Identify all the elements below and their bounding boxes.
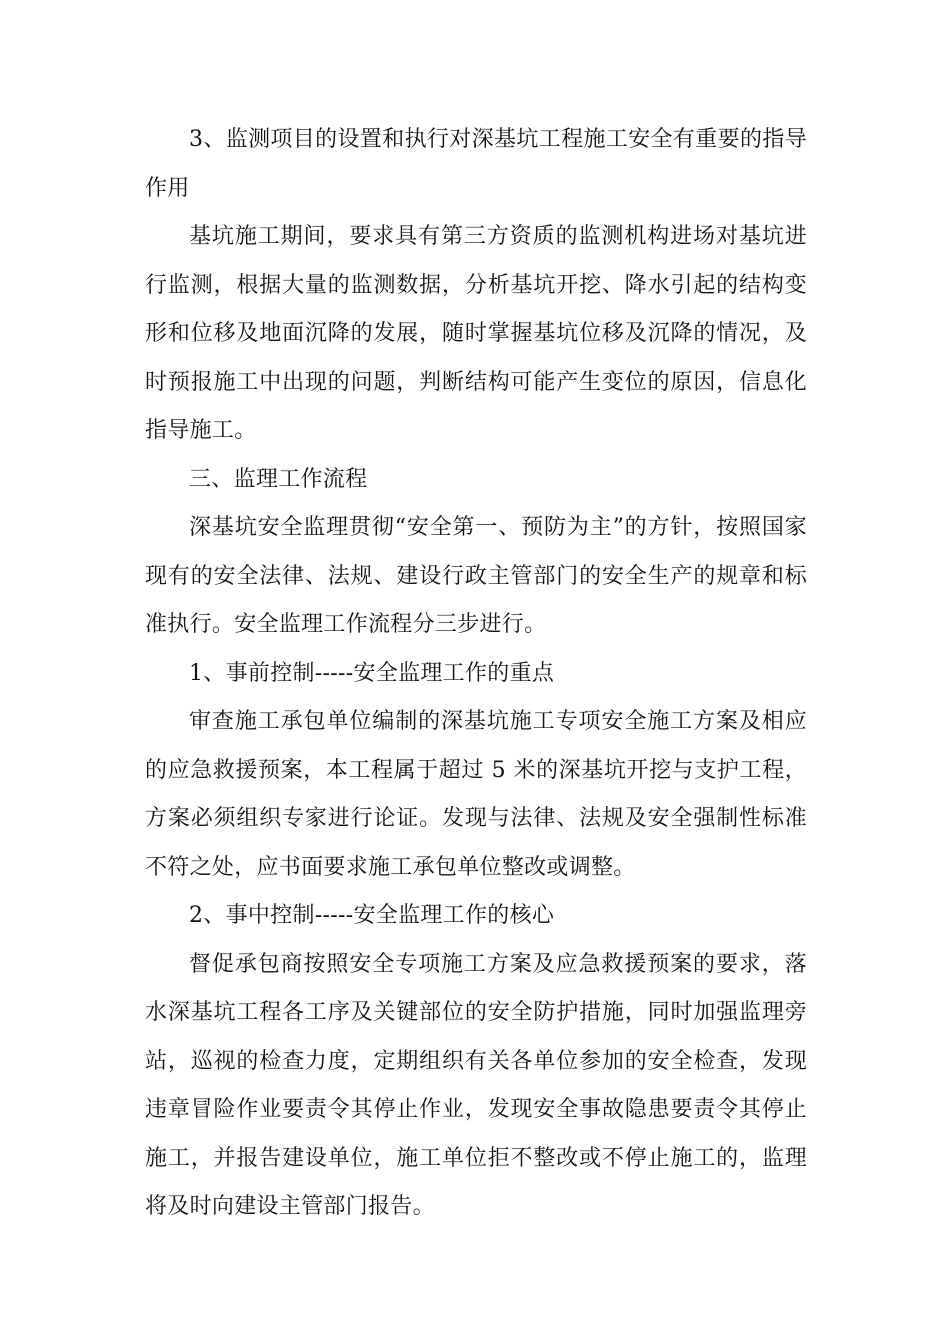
heading-in-process-control: 2、事中控制-----安全监理工作的核心 [189,903,555,928]
heading-monitoring-role: 3、监测项目的设置和执行对深基坑工程施工安全有重要的指导作用 [145,127,807,201]
paragraph-workflow-intro: 深基坑安全监理贯彻“安全第一、预防为主”的方针，按照国家现有的安全法律、法规、建设行政主管部门的安全生产的规章和标准执行。安全监理工作流程分三步进行。 [145,515,807,637]
paragraph-in-process-control: 督促承包商按照安全专项施工方案及应急救援预案的要求，落水深基坑工程各工序及关键部位的安全防护措施，同时加强监理旁站，巡视的检查力度，定期组织有关各单位参加的安全检查，发现违章冒险作业要责令其停止作业，发现安全事故隐患要责令其停止施工，并报告建设单位，施工单位拒不整改或不停止施工的，监理将及时向建设主管部门报告。 [145,951,807,1219]
heading-pre-control: 1、事前控制-----安全监理工作的重点 [189,660,555,686]
document-body [145,116,807,1232]
section-heading-workflow: 三、监理工作流程 [189,466,368,492]
paragraph-monitoring: 基坑施工期间，要求具有第三方资质的监测机构进场对基坑进行监测，根据大量的监测数据，分析基坑开挖、降水引起的结构变形和位移及地面沉降的发展，随时掌握基坑位移及沉降的情况，及时预报施工中出现的问题，判断结构可能产生变位的原因，信息化指导施工。 [145,224,807,443]
paragraph-pre-control: 审查施工承包单位编制的深基坑施工专项安全施工方案及相应的应急救援预案，本工程属于超过 5 米的深基坑开挖与支护工程，方案必须组织专家进行论证。发现与法律、法规及安全强制性标准不符之处，应书面要求施工承包单位整改或调整。 [145,709,807,880]
